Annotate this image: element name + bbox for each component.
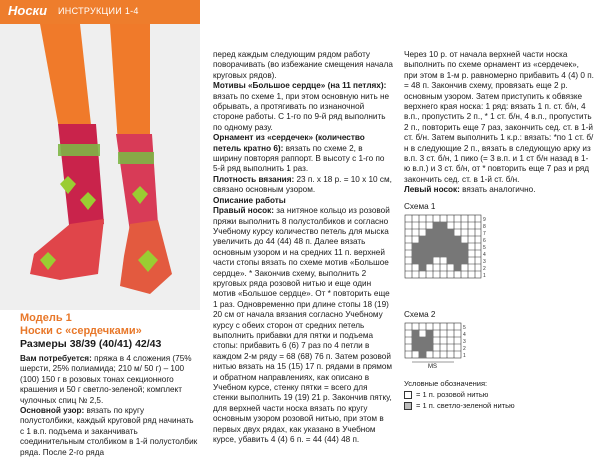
socks-photo	[0, 24, 200, 310]
legend-swatch-green	[404, 402, 412, 410]
ornament-paragraph	[213, 133, 393, 175]
svg-text:5: 5	[463, 324, 466, 331]
materials-paragraph	[20, 354, 198, 406]
column-1	[20, 354, 198, 458]
section-title: Носки	[8, 3, 48, 18]
scheme-2-chart	[404, 322, 594, 373]
svg-text:8: 8	[483, 224, 486, 231]
model-label: Модель 1	[20, 312, 72, 324]
svg-text:6: 6	[483, 238, 486, 245]
top-part-paragraph: Через 10 р. от начала верхней части носка выполнить по схеме орнамент из «сердечек», при этом в 1-м р. равномерно прибавить 4 (4) 0 п. = 48 п. Закончив схему, провязать еще 2 р. основным узором. Затем приступить к обвязке верхнего края носка: 1 ряд: вязать 1 п. ст. б/н, 4 в.п., пропустить 2 п., * 1 ст. б/н, 4 в.п., пропустить 2 п., повторить еще 7 раз, закончить сед. ст. в 1-й ст. б/н. Затем выполнить 1 к.р.: вязать: *по 1 ст. б/н в следующие 2 п., вязать в следующую арку из в.п. 3 ст. б/н, 1 пико (= 3 в.п. и 1 ст б/н назад в 1-ю в.п.) и 3 ст. б/н, от * повторить еще 7 раз и ряд закончить сед. ст. в 1-й ст. б/н.	[404, 50, 594, 184]
legend-item-pink	[404, 390, 594, 399]
svg-text:3: 3	[483, 259, 486, 266]
motif-label: Мотивы «Большое сердце» (на 11 петлях):	[213, 81, 387, 91]
svg-text:9: 9	[483, 217, 486, 224]
legend-title: Условные обозначения:	[404, 379, 488, 389]
scheme-1-grid	[404, 214, 490, 300]
svg-text:1: 1	[463, 352, 466, 359]
density-label: Плотность вязания:	[213, 174, 295, 184]
section-header	[0, 0, 200, 24]
svg-text:2: 2	[463, 345, 466, 352]
motif-paragraph	[213, 81, 393, 133]
svg-text:7: 7	[483, 231, 486, 238]
legend-text-green: = 1 п. светло-зеленой нитью	[416, 401, 515, 411]
left-sock-label: Левый носок:	[404, 185, 460, 195]
right-sock-label: Правый носок:	[213, 206, 274, 216]
scheme-1-chart	[404, 214, 594, 303]
description-heading: Описание работы	[213, 195, 286, 205]
motif-text: вязать по схеме 1, при этом основную нить не обрывать, а протягивать по изнаночной стороне работы. С 1-го по 9-й ряд выполнить по одному разу.	[213, 91, 390, 132]
model-sizes: Размеры 38/39 (40/41) 42/43	[20, 338, 162, 350]
ornament-text: вязать по схеме 2, в ширину повторяя раппорт. В высоту с 1-го по 5-й ряд выполнить 1 раз.	[213, 143, 385, 174]
svg-text:2: 2	[483, 266, 486, 273]
left-sock-text: вязать аналогично.	[459, 185, 536, 195]
section-subtitle: ИНСТРУКЦИИ 1-4	[58, 6, 139, 16]
right-sock-paragraph	[213, 206, 393, 445]
legend	[404, 379, 594, 410]
scheme-2-title: Схема 2	[404, 309, 436, 319]
legend-item-green	[404, 401, 594, 410]
column-2	[213, 50, 393, 445]
model-info	[20, 312, 200, 351]
socks-illustration	[0, 24, 200, 310]
svg-text:4: 4	[483, 252, 486, 259]
svg-text:4: 4	[463, 331, 466, 338]
density-text: 23 п. х 18 р. = 10 х 10 см, связано основным узором.	[213, 174, 392, 195]
scheme-2-repeat-label: MS	[428, 363, 437, 370]
column-3	[404, 50, 594, 412]
ornament-label: Орнамент из «сердечек» (количество петель кратно 6):	[213, 133, 365, 153]
intro-paragraph: перед каждым следующим рядом работу поворачивать (во избежание смещения начала круговых рядов).	[213, 50, 393, 80]
scheme-2-grid	[404, 322, 474, 370]
base-pattern-label: Основной узор:	[20, 406, 85, 416]
base-pattern-paragraph	[20, 406, 198, 458]
legend-swatch-pink	[404, 391, 412, 399]
right-sock-text: за нитяное кольцо из розовой пряжи выполнить 8 полустолбиков и согласно Учебному курсу количество петель для мыска увеличить до 44 (44) 48 п. Далее вязать основным узором и на средних 11 п. верхней части стопы вязать по схеме мотив «Большое сердце». * Закончив схему, выполнить 2 круговых ряда розовой нитью и еще один мотив «Большое сердце». От * повторить еще 1 раз. Одновременно при длине стопы 18 (19) 20 см от начала вязания согласно Учебному курсу с обеих сторон от средних петель выполнить прибавки для пятки и подъема стопы: прибавить 6 (6) 7 раз по 4 петли в каждом 2-м ряду = 68 (68) 76 п. Затем розовой нитью вязать на 15 (15) 17 п. рядами в прямом и обратном направлениях, как описано в Учебном курсе, стенку пятки = всего для стенки выполнить 19 (19) 21 р. Закончив пятку, для верхней части носка вязать по кругу основным узором розовой нитью, при этом в первых двух рядах, как указано в Учебном курсе, убавить 4 (4) 6 п. = 44 (44) 48 п.	[213, 206, 393, 445]
left-sock-paragraph	[404, 185, 594, 195]
svg-text:3: 3	[463, 338, 466, 345]
svg-text:1: 1	[483, 273, 486, 280]
model-name: Носки с «сердечками»	[20, 325, 142, 337]
scheme-1-title: Схема 1	[404, 201, 436, 211]
materials-text: пряжа в 4 сложения (75% шерсти, 25% полиамида; 210 м/ 50 г) – 100 (100) 150 г в розовых тонах секционного крашения и 50 г светло-зеленой; комплект чулочных спиц № 2,5.	[20, 354, 192, 405]
base-pattern-text: вязать по кругу полустолбики, каждый круговой ряд начинать с 1 в.п. подъема и заканчивать соединительным столбиком в 1-й полустолбик ряда. После 2-го ряда	[20, 406, 198, 457]
density-paragraph	[213, 175, 393, 196]
materials-label: Вам потребуется:	[20, 354, 92, 363]
legend-text-pink: = 1 п. розовой нитью	[416, 390, 489, 400]
svg-text:5: 5	[483, 245, 486, 252]
